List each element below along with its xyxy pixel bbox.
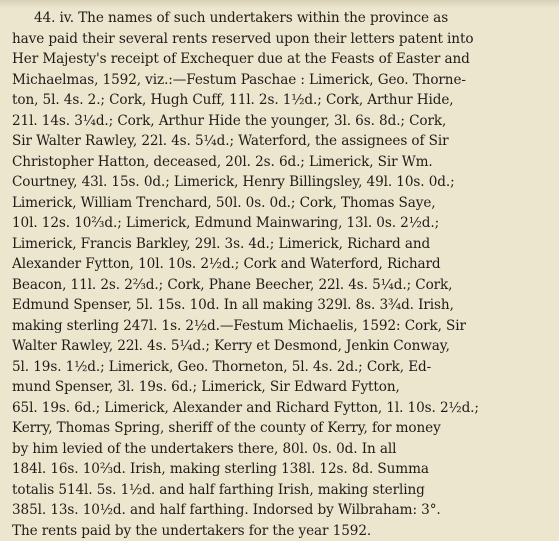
text-line-10: Limerick, William Trenchard, 50l. 0s. 0d.; Cork, Thomas Saye,: [12, 193, 551, 214]
text-line-17: Walter Rawley, 22l. 4s. 5¼d.; Kerry et Desmond, Jenkin Conway,: [12, 336, 551, 357]
text-line-13: Alexander Fytton, 10l. 10s. 2½d.; Cork and Waterford, Richard: [12, 254, 551, 275]
text-line-8: Christopher Hatton, deceased, 20l. 2s. 6d.; Limerick, Sir Wm.: [12, 152, 551, 173]
text-line-22: by him levied of the undertakers there, 80l. 0s. 0d. In all: [12, 439, 551, 460]
text-line-1: 44. iv. The names of such undertakers within the province as: [12, 8, 551, 29]
text-line-18: 5l. 19s. 1½d.; Limerick, Geo. Thorneton, 5l. 4s. 2d.; Cork, Ed-: [12, 357, 551, 378]
text-line-20: 65l. 19s. 6d.; Limerick, Alexander and Richard Fytton, 1l. 10s. 2½d.;: [12, 398, 551, 419]
text-line-7: Sir Walter Rawley, 22l. 4s. 5¼d.; Waterford, the assignees of Sir: [12, 131, 551, 152]
text-line-15: Edmund Spenser, 5l. 15s. 10d. In all making 329l. 8s. 3¾d. Irish,: [12, 295, 551, 316]
text-line-12: Limerick, Francis Barkley, 29l. 3s. 4d.; Limerick, Richard and: [12, 234, 551, 255]
text-line-9: Courtney, 43l. 15s. 0d.; Limerick, Henry Billingsley, 49l. 10s. 0d.;: [12, 172, 551, 193]
text-line-19: mund Spenser, 3l. 19s. 6d.; Limerick, Sir Edward Fytton,: [12, 377, 551, 398]
text-line-14: Beacon, 11l. 2s. 2⅔d.; Cork, Phane Beecher, 22l. 4s. 5¼d.; Cork,: [12, 275, 551, 296]
text-line-16: making sterling 247l. 1s. 2½d.—Festum Michaelis, 1592: Cork, Sir: [12, 316, 551, 337]
text-line-5: ton, 5l. 4s. 2.; Cork, Hugh Cuff, 11l. 2s. 1½d.; Cork, Arthur Hide,: [12, 90, 551, 111]
text-line-3: Her Majesty's receipt of Exchequer due at the Feasts of Easter and: [12, 49, 551, 70]
text-line-4: Michaelmas, 1592, viz.:—Festum Paschae : Limerick, Geo. Thorne-: [12, 70, 551, 91]
text-line-23: 184l. 16s. 10⅔d. Irish, making sterling 138l. 12s. 8d. Summa: [12, 459, 551, 480]
text-line-21: Kerry, Thomas Spring, sheriff of the county of Kerry, for money: [12, 418, 551, 439]
text-line-25: 385l. 13s. 10½d. and half farthing. Indorsed by Wilbraham: 3°.: [12, 500, 551, 521]
text-line-26: The rents paid by the undertakers for the year 1592.: [12, 521, 551, 541]
text-line-2: have paid their several rents reserved upon their letters patent into: [12, 29, 551, 50]
text-line-11: 10l. 12s. 10⅔d.; Limerick, Edmund Mainwaring, 13l. 0s. 2½d.;: [12, 213, 551, 234]
text-line-6: 21l. 14s. 3¼d.; Cork, Arthur Hide the younger, 3l. 6s. 8d.; Cork,: [12, 111, 551, 132]
text-line-24: totalis 514l. 5s. 1½d. and half farthing Irish, making sterling: [12, 480, 551, 501]
